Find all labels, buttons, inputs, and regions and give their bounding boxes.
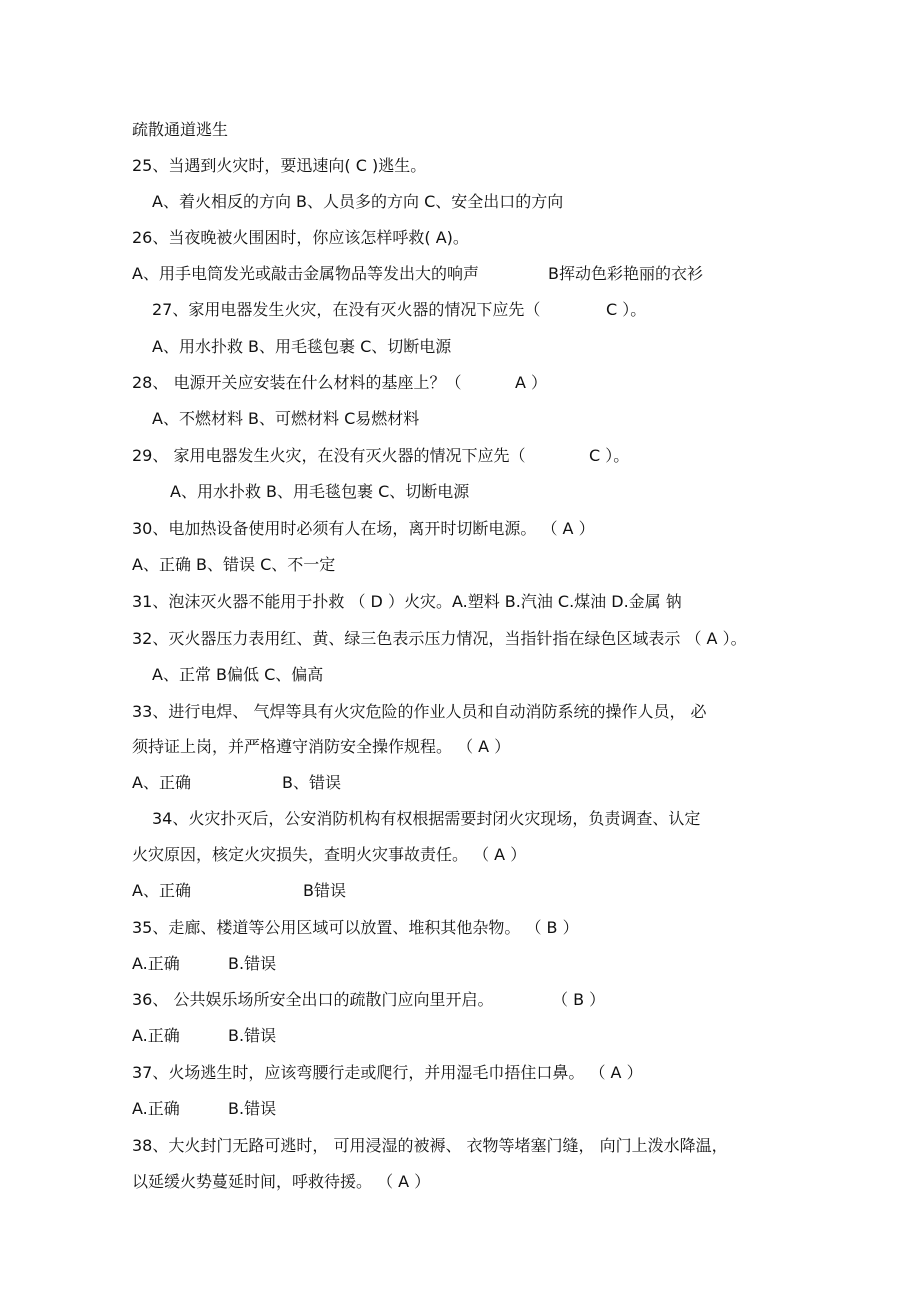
options-32: A、正常 B偏低 C、偏高 bbox=[152, 665, 324, 684]
answer-28: A ） bbox=[515, 373, 548, 392]
options-28: A、不燃材料 B、可燃材料 C易燃材料 bbox=[152, 409, 420, 428]
options-27: A、用水扑救 B、用毛毯包裹 C、切断电源 bbox=[152, 337, 452, 356]
option-37-b: B.错误 bbox=[228, 1099, 277, 1118]
question-33: 33、进行电焊、 气焊等具有火灾危险的作业人员和自动消防系统的操作人员， 必 bbox=[132, 702, 707, 721]
question-36: 36、 公共娱乐场所安全出口的疏散门应向里开启。 bbox=[132, 990, 494, 1009]
question-38: 38、大火封门无路可逃时， 可用浸湿的被褥、 衣物等堵塞门缝， 向门上泼水降温， bbox=[132, 1136, 728, 1155]
option-33-b: B、错误 bbox=[282, 773, 341, 792]
option-36-b: B.错误 bbox=[228, 1026, 277, 1045]
question-34-cont: 火灾原因，核定火灾损失，查明火灾事故责任。 （ A ） bbox=[132, 845, 527, 864]
option-33-a: A、正确 bbox=[132, 773, 191, 792]
question-29: 29、 家用电器发生火灾，在没有灭火器的情况下应先（ bbox=[132, 446, 526, 465]
question-30: 30、电加热设备使用时必须有人在场，离开时切断电源。 （ A ） bbox=[132, 519, 595, 538]
question-34: 34、火灾扑灭后，公安消防机构有权根据需要封闭火灾现场，负责调查、认定 bbox=[152, 809, 701, 828]
option-26-b: B挥动色彩艳丽的衣衫 bbox=[548, 264, 703, 283]
question-33-cont: 须持证上岗，并严格遵守消防安全操作规程。 （ A ） bbox=[132, 737, 511, 756]
text-line: 疏散通道逃生 bbox=[132, 120, 229, 139]
question-35: 35、走廊、楼道等公用区域可以放置、堆积其他杂物。 （ B ） bbox=[132, 918, 579, 937]
answer-36: （ B ） bbox=[552, 990, 606, 1009]
option-35-a: A.正确 bbox=[132, 954, 180, 973]
option-35-b: B.错误 bbox=[228, 954, 277, 973]
question-25: 25、当遇到火灾时，要迅速向( C )逃生。 bbox=[132, 156, 427, 175]
option-34-b: B错误 bbox=[303, 881, 346, 900]
options-25: A、着火相反的方向 B、人员多的方向 C、安全出口的方向 bbox=[152, 192, 564, 211]
options-30: A、正确 B、错误 C、不一定 bbox=[132, 555, 336, 574]
question-28: 28、 电源开关应安装在什么材料的基座上？（ bbox=[132, 373, 462, 392]
option-34-a: A、正确 bbox=[132, 881, 191, 900]
options-29: A、用水扑救 B、用毛毯包裹 C、切断电源 bbox=[170, 482, 470, 501]
answer-29: C ）。 bbox=[589, 446, 630, 465]
option-26-a: A、用手电筒发光或敲击金属物品等发出大的响声 bbox=[132, 264, 479, 283]
option-36-a: A.正确 bbox=[132, 1026, 180, 1045]
question-31: 31、泡沫灭火器不能用于扑救 （ D ）火灾。A.塑料 B.汽油 C.煤油 D.金属 钠 bbox=[132, 592, 682, 611]
question-32: 32、灭火器压力表用红、黄、绿三色表示压力情况，当指针指在绿色区域表示 （ A ）。 bbox=[132, 629, 747, 648]
option-37-a: A.正确 bbox=[132, 1099, 180, 1118]
question-37: 37、火场逃生时，应该弯腰行走或爬行，并用湿毛巾捂住口鼻。 （ A ） bbox=[132, 1063, 643, 1082]
question-26: 26、当夜晚被火围困时，你应该怎样呼救( A)。 bbox=[132, 228, 469, 247]
question-27: 27、家用电器发生火灾，在没有灭火器的情况下应先（ bbox=[152, 300, 541, 319]
question-38-cont: 以延缓火势蔓延时间，呼救待援。 （ A ） bbox=[132, 1172, 431, 1191]
answer-27: C ）。 bbox=[606, 300, 647, 319]
